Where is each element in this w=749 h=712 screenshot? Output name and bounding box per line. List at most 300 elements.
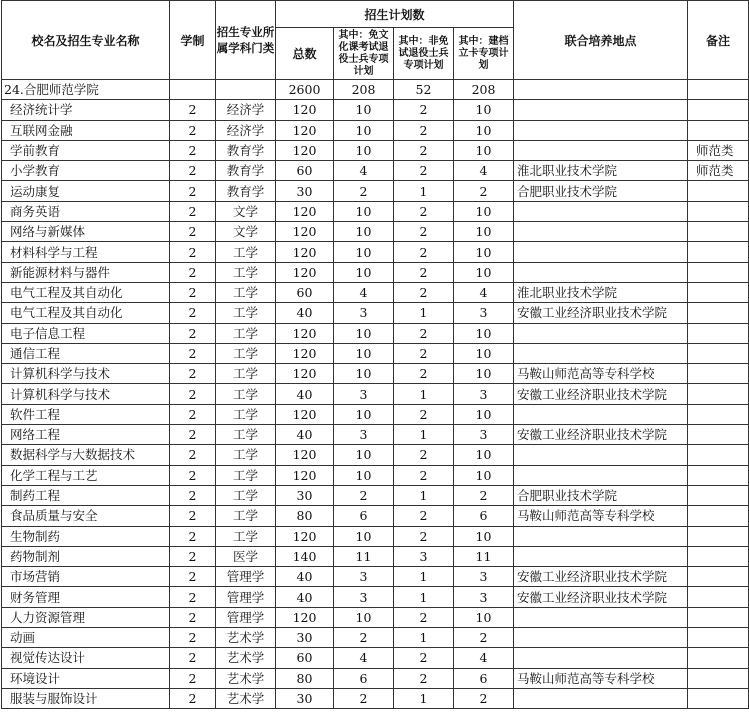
non-exempt-cell: 2 [394,343,454,363]
exempt-culture-cell: 3 [334,567,394,587]
exempt-culture-cell: 10 [334,343,394,363]
non-exempt-cell: 2 [394,364,454,384]
table-row [2,465,749,485]
exempt-culture-cell: 10 [334,445,394,465]
location-cell: 合肥职业技术学院 [514,181,688,201]
location-cell: 马鞍山师范高等专科学校 [514,364,688,384]
table-row [2,628,749,648]
location-cell: 安徽工业经济职业技术学院 [514,303,688,323]
total-cell: 120 [276,445,334,465]
poverty-cell: 4 [454,648,514,668]
exempt-culture-cell: 10 [334,607,394,627]
table-row [2,425,749,445]
non-exempt-cell: 1 [394,628,454,648]
table-row [2,526,749,546]
major-name-cell: 动画 [2,628,170,648]
poverty-cell: 10 [454,323,514,343]
duration-cell: 2 [170,343,216,363]
exempt-culture-cell: 4 [334,161,394,181]
duration-cell: 2 [170,445,216,465]
duration-cell: 2 [170,628,216,648]
poverty-cell: 3 [454,587,514,607]
major-name-cell: 新能源材料与器件 [2,262,170,282]
note-cell [688,222,749,242]
location-cell [514,262,688,282]
major-name-cell: 运动康复 [2,181,170,201]
exempt-culture-cell: 10 [334,262,394,282]
exempt-culture-cell: 4 [334,282,394,302]
total-cell: 40 [276,587,334,607]
category-cell: 医学 [216,546,276,566]
duration-cell: 2 [170,526,216,546]
table-row [2,648,749,668]
category-cell: 工学 [216,445,276,465]
non-exempt-cell: 2 [394,201,454,221]
non-exempt-cell: 2 [394,506,454,526]
school-note [688,80,749,100]
exempt-culture-cell: 2 [334,181,394,201]
table-row [2,688,749,708]
school-category [216,80,276,100]
location-cell [514,688,688,708]
note-cell [688,100,749,120]
location-cell: 马鞍山师范高等专科学校 [514,668,688,688]
poverty-cell: 10 [454,201,514,221]
duration-cell: 2 [170,161,216,181]
location-cell [514,120,688,140]
note-cell [688,688,749,708]
header-location: 联合培养地点 [514,1,688,80]
table-row [2,323,749,343]
non-exempt-cell: 1 [394,688,454,708]
table-row [2,303,749,323]
table-row [2,587,749,607]
table-row [2,364,749,384]
category-cell: 工学 [216,465,276,485]
duration-cell: 2 [170,425,216,445]
non-exempt-cell: 1 [394,425,454,445]
non-exempt-cell: 2 [394,120,454,140]
category-cell: 文学 [216,222,276,242]
note-cell: 师范类 [688,140,749,160]
poverty-cell: 3 [454,384,514,404]
location-cell: 安徽工业经济职业技术学院 [514,587,688,607]
note-cell [688,607,749,627]
total-cell: 140 [276,546,334,566]
non-exempt-cell: 1 [394,303,454,323]
total-cell: 30 [276,485,334,505]
major-name-cell: 制药工程 [2,485,170,505]
note-cell [688,425,749,445]
category-cell: 管理学 [216,587,276,607]
duration-cell: 2 [170,120,216,140]
table-row [2,140,749,160]
non-exempt-cell: 2 [394,222,454,242]
total-cell: 30 [276,688,334,708]
duration-cell: 2 [170,668,216,688]
exempt-culture-cell: 10 [334,404,394,424]
exempt-culture-cell: 2 [334,688,394,708]
duration-cell: 2 [170,140,216,160]
major-name-cell: 环境设计 [2,668,170,688]
exempt-culture-cell: 3 [334,384,394,404]
duration-cell: 2 [170,567,216,587]
major-name-cell: 视觉传达设计 [2,648,170,668]
header-poverty: 其中：建档立卡专项计划 [454,28,514,80]
total-cell: 120 [276,262,334,282]
note-cell [688,262,749,282]
non-exempt-cell: 2 [394,100,454,120]
location-cell [514,526,688,546]
header-category: 招生专业所属学科门类 [216,1,276,80]
major-name-cell: 财务管理 [2,587,170,607]
category-cell: 工学 [216,404,276,424]
table-row [2,161,749,181]
non-exempt-cell: 2 [394,648,454,668]
non-exempt-cell: 2 [394,323,454,343]
location-cell [514,404,688,424]
location-cell [514,343,688,363]
category-cell: 工学 [216,323,276,343]
category-cell: 艺术学 [216,648,276,668]
major-name-cell: 药物制剂 [2,546,170,566]
non-exempt-cell: 1 [394,567,454,587]
duration-cell: 2 [170,364,216,384]
major-name-cell: 数据科学与大数据技术 [2,445,170,465]
poverty-cell: 4 [454,282,514,302]
poverty-cell: 10 [454,445,514,465]
header-duration: 学制 [170,1,216,80]
category-cell: 教育学 [216,181,276,201]
school-name: 24.合肥师范学院 [2,80,170,100]
major-name-cell: 互联网金融 [2,120,170,140]
duration-cell: 2 [170,201,216,221]
major-name-cell: 学前教育 [2,140,170,160]
note-cell [688,364,749,384]
note-cell [688,668,749,688]
non-exempt-cell: 1 [394,181,454,201]
note-cell [688,506,749,526]
poverty-cell: 11 [454,546,514,566]
major-name-cell: 网络与新媒体 [2,222,170,242]
major-name-cell: 化学工程与工艺 [2,465,170,485]
note-cell [688,201,749,221]
poverty-cell: 10 [454,222,514,242]
category-cell: 工学 [216,262,276,282]
poverty-cell: 6 [454,506,514,526]
total-cell: 120 [276,364,334,384]
category-cell: 工学 [216,485,276,505]
location-cell: 淮北职业技术学院 [514,161,688,181]
non-exempt-cell: 2 [394,242,454,262]
exempt-culture-cell: 10 [334,100,394,120]
total-cell: 40 [276,425,334,445]
total-cell: 60 [276,161,334,181]
total-cell: 80 [276,506,334,526]
category-cell: 工学 [216,303,276,323]
duration-cell: 2 [170,384,216,404]
table-row [2,242,749,262]
major-name-cell: 软件工程 [2,404,170,424]
poverty-cell: 2 [454,688,514,708]
category-cell: 教育学 [216,140,276,160]
poverty-cell: 10 [454,140,514,160]
major-name-cell: 电气工程及其自动化 [2,303,170,323]
category-cell: 艺术学 [216,628,276,648]
table-row [2,546,749,566]
poverty-cell: 10 [454,242,514,262]
major-name-cell: 电气工程及其自动化 [2,282,170,302]
exempt-culture-cell: 10 [334,526,394,546]
exempt-culture-cell: 10 [334,201,394,221]
duration-cell: 2 [170,688,216,708]
table-row [2,120,749,140]
location-cell [514,222,688,242]
location-cell [514,242,688,262]
poverty-cell: 4 [454,161,514,181]
exempt-culture-cell: 10 [334,323,394,343]
school-poverty: 208 [454,80,514,100]
major-name-cell: 经济统计学 [2,100,170,120]
school-duration [170,80,216,100]
exempt-culture-cell: 10 [334,222,394,242]
exempt-culture-cell: 6 [334,668,394,688]
category-cell: 工学 [216,506,276,526]
location-cell [514,648,688,668]
duration-cell: 2 [170,546,216,566]
header-plan-group: 招生计划数 [276,1,514,28]
header-total: 总数 [276,28,334,80]
total-cell: 120 [276,201,334,221]
category-cell: 艺术学 [216,668,276,688]
header-non-exempt: 其中：非免试退役士兵专项计划 [394,28,454,80]
category-cell: 管理学 [216,607,276,627]
note-cell [688,404,749,424]
duration-cell: 2 [170,262,216,282]
major-name-cell: 商务英语 [2,201,170,221]
poverty-cell: 10 [454,100,514,120]
major-name-cell: 网络工程 [2,425,170,445]
note-cell [688,343,749,363]
table-row [2,181,749,201]
non-exempt-cell: 1 [394,485,454,505]
school-location [514,80,688,100]
major-name-cell: 计算机科学与技术 [2,384,170,404]
header-note: 备注 [688,1,749,80]
total-cell: 80 [276,668,334,688]
non-exempt-cell: 2 [394,282,454,302]
poverty-cell: 2 [454,485,514,505]
poverty-cell: 2 [454,181,514,201]
header-name: 校名及招生专业名称 [2,1,170,80]
table-row [2,222,749,242]
category-cell: 管理学 [216,567,276,587]
duration-cell: 2 [170,465,216,485]
table-row [2,262,749,282]
total-cell: 120 [276,607,334,627]
note-cell [688,323,749,343]
location-cell [514,546,688,566]
total-cell: 120 [276,323,334,343]
table-row [2,607,749,627]
duration-cell: 2 [170,181,216,201]
duration-cell: 2 [170,506,216,526]
note-cell: 师范类 [688,161,749,181]
location-cell [514,140,688,160]
exempt-culture-cell: 4 [334,648,394,668]
category-cell: 工学 [216,282,276,302]
table-row [2,282,749,302]
non-exempt-cell: 2 [394,607,454,627]
location-cell [514,445,688,465]
enrollment-table [1,0,749,709]
duration-cell: 2 [170,587,216,607]
table-row [2,404,749,424]
note-cell [688,648,749,668]
note-cell [688,628,749,648]
poverty-cell: 10 [454,364,514,384]
location-cell [514,607,688,627]
school-row [2,80,749,100]
note-cell [688,181,749,201]
school-non-exempt: 52 [394,80,454,100]
location-cell: 淮北职业技术学院 [514,282,688,302]
note-cell [688,526,749,546]
exempt-culture-cell: 10 [334,465,394,485]
total-cell: 40 [276,303,334,323]
total-cell: 40 [276,384,334,404]
total-cell: 120 [276,100,334,120]
duration-cell: 2 [170,222,216,242]
duration-cell: 2 [170,242,216,262]
total-cell: 30 [276,628,334,648]
location-cell [514,323,688,343]
note-cell [688,567,749,587]
duration-cell: 2 [170,282,216,302]
non-exempt-cell: 1 [394,587,454,607]
category-cell: 工学 [216,425,276,445]
total-cell: 120 [276,404,334,424]
note-cell [688,546,749,566]
non-exempt-cell: 2 [394,262,454,282]
non-exempt-cell: 2 [394,668,454,688]
table-row [2,668,749,688]
table-row [2,384,749,404]
note-cell [688,242,749,262]
table-row [2,201,749,221]
total-cell: 120 [276,140,334,160]
non-exempt-cell: 2 [394,161,454,181]
category-cell: 教育学 [216,161,276,181]
poverty-cell: 10 [454,343,514,363]
note-cell [688,120,749,140]
non-exempt-cell: 1 [394,384,454,404]
total-cell: 30 [276,181,334,201]
table-row [2,485,749,505]
poverty-cell: 3 [454,567,514,587]
total-cell: 120 [276,242,334,262]
major-name-cell: 通信工程 [2,343,170,363]
category-cell: 文学 [216,201,276,221]
exempt-culture-cell: 10 [334,140,394,160]
note-cell [688,282,749,302]
total-cell: 40 [276,567,334,587]
major-name-cell: 服装与服饰设计 [2,688,170,708]
category-cell: 经济学 [216,100,276,120]
table-row [2,445,749,465]
duration-cell: 2 [170,648,216,668]
exempt-culture-cell: 2 [334,485,394,505]
note-cell [688,465,749,485]
major-name-cell: 计算机科学与技术 [2,364,170,384]
exempt-culture-cell: 3 [334,425,394,445]
location-cell: 安徽工业经济职业技术学院 [514,567,688,587]
duration-cell: 2 [170,485,216,505]
total-cell: 120 [276,343,334,363]
major-name-cell: 小学教育 [2,161,170,181]
poverty-cell: 10 [454,607,514,627]
duration-cell: 2 [170,323,216,343]
location-cell [514,100,688,120]
exempt-culture-cell: 6 [334,506,394,526]
note-cell [688,485,749,505]
poverty-cell: 6 [454,668,514,688]
category-cell: 工学 [216,242,276,262]
header-exempt-culture: 其中：免文化课考试退役士兵专项计划 [334,28,394,80]
category-cell: 工学 [216,526,276,546]
non-exempt-cell: 2 [394,445,454,465]
non-exempt-cell: 2 [394,526,454,546]
category-cell: 工学 [216,343,276,363]
duration-cell: 2 [170,404,216,424]
school-exempt-culture: 208 [334,80,394,100]
note-cell [688,445,749,465]
table-row [2,343,749,363]
location-cell: 安徽工业经济职业技术学院 [514,384,688,404]
poverty-cell: 10 [454,262,514,282]
total-cell: 60 [276,648,334,668]
poverty-cell: 10 [454,465,514,485]
exempt-culture-cell: 2 [334,628,394,648]
major-name-cell: 食品质量与安全 [2,506,170,526]
location-cell: 安徽工业经济职业技术学院 [514,425,688,445]
non-exempt-cell: 2 [394,465,454,485]
poverty-cell: 3 [454,425,514,445]
major-name-cell: 市场营销 [2,567,170,587]
non-exempt-cell: 3 [394,546,454,566]
exempt-culture-cell: 3 [334,587,394,607]
major-name-cell: 生物制药 [2,526,170,546]
note-cell [688,303,749,323]
category-cell: 经济学 [216,120,276,140]
duration-cell: 2 [170,607,216,627]
category-cell: 工学 [216,364,276,384]
non-exempt-cell: 2 [394,140,454,160]
location-cell: 马鞍山师范高等专科学校 [514,506,688,526]
table-row [2,506,749,526]
poverty-cell: 2 [454,628,514,648]
location-cell [514,465,688,485]
exempt-culture-cell: 10 [334,120,394,140]
exempt-culture-cell: 10 [334,364,394,384]
poverty-cell: 3 [454,303,514,323]
poverty-cell: 10 [454,526,514,546]
total-cell: 60 [276,282,334,302]
location-cell: 合肥职业技术学院 [514,485,688,505]
exempt-culture-cell: 3 [334,303,394,323]
table-row [2,100,749,120]
table-row [2,567,749,587]
